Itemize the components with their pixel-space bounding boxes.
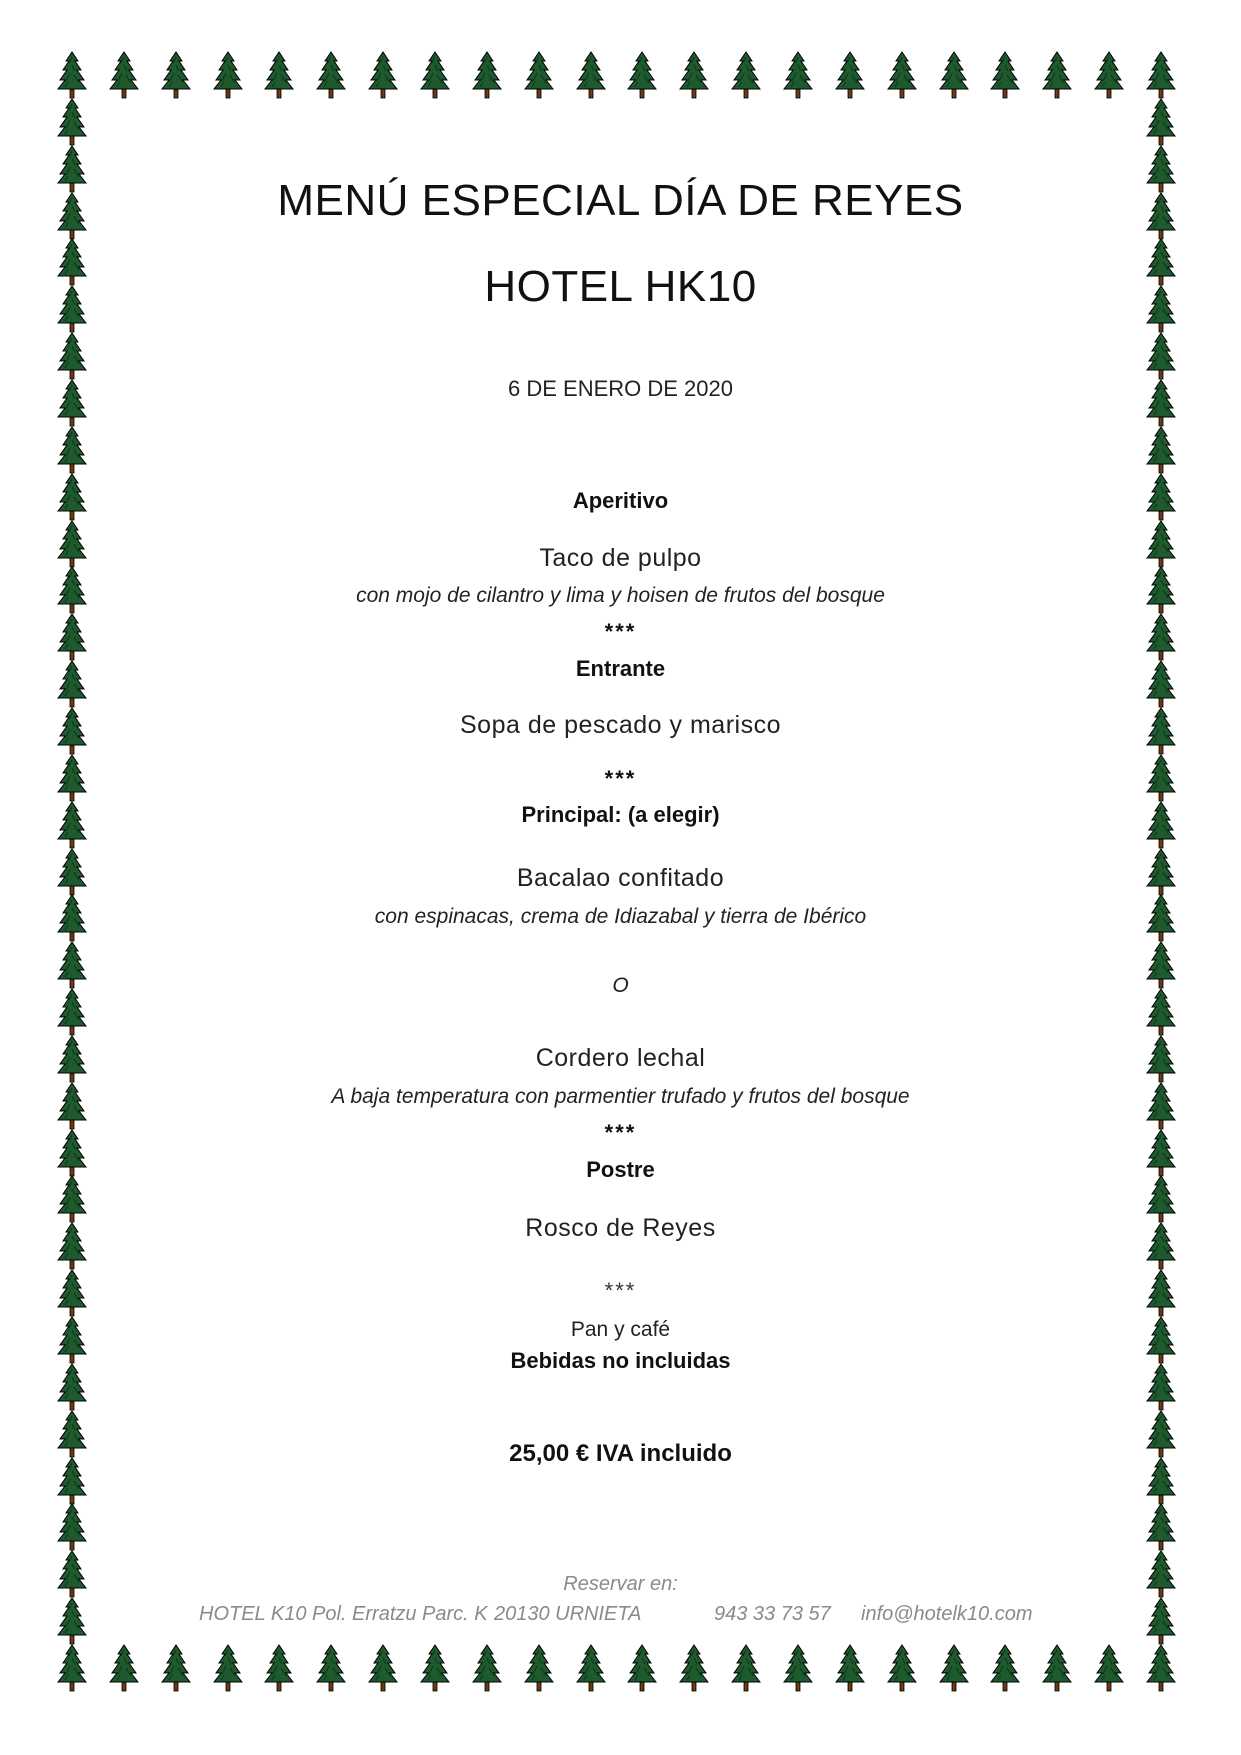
pine-tree-icon	[783, 51, 813, 99]
pine-tree-icon	[161, 1644, 191, 1692]
pine-tree-icon	[57, 1597, 87, 1645]
pine-tree-icon	[472, 51, 502, 99]
pine-tree-icon	[264, 1644, 294, 1692]
pine-tree-icon	[1146, 426, 1176, 474]
pine-tree-icon	[420, 1644, 450, 1692]
pine-tree-icon	[939, 1644, 969, 1692]
pine-tree-icon	[213, 51, 243, 99]
pine-tree-icon	[1146, 1597, 1176, 1645]
pine-tree-icon	[939, 51, 969, 99]
pine-tree-icon	[368, 1644, 398, 1692]
pine-tree-icon	[835, 51, 865, 99]
pine-tree-icon	[887, 51, 917, 99]
footer-phone: 943 33 73 57	[714, 1603, 831, 1625]
pine-tree-icon	[731, 51, 761, 99]
footer-email: info@hotelk10.com	[861, 1603, 1033, 1625]
principal-description-2: A baja temperatura con parmentier trufado y frutos del bosque	[331, 1085, 910, 1108]
reservar-label: Reservar en:	[563, 1573, 678, 1595]
pine-tree-icon	[783, 1644, 813, 1692]
pine-tree-icon	[57, 332, 87, 380]
or-text: O	[612, 974, 629, 997]
pine-tree-icon	[835, 1644, 865, 1692]
pine-tree-icon	[264, 51, 294, 99]
pine-tree-icon	[1094, 51, 1124, 99]
separator: ***	[604, 619, 637, 644]
hotel-name: HOTEL HK10	[484, 262, 757, 311]
aperitivo-heading: Aperitivo	[572, 488, 669, 513]
pine-tree-icon	[57, 1503, 87, 1551]
pine-tree-icon	[679, 51, 709, 99]
pine-tree-icon	[472, 1644, 502, 1692]
pine-tree-icon	[109, 1644, 139, 1692]
pine-tree-icon	[524, 1644, 554, 1692]
entrante-dish: Sopa de pescado y marisco	[459, 711, 781, 739]
pine-tree-icon	[1146, 51, 1176, 99]
pine-tree-icon	[1146, 332, 1176, 380]
separator: ***	[604, 1278, 637, 1303]
principal-heading: Principal: (a elegir)	[521, 802, 720, 827]
pan-cafe: Pan y café	[570, 1318, 671, 1341]
pine-tree-icon	[316, 1644, 346, 1692]
pine-tree-icon	[1146, 98, 1176, 146]
pine-tree-icon	[576, 51, 606, 99]
pine-tree-icon	[731, 1644, 761, 1692]
pine-tree-icon	[1042, 1644, 1072, 1692]
pine-tree-icon	[57, 426, 87, 474]
pine-tree-icon	[990, 51, 1020, 99]
pine-tree-icon	[576, 1644, 606, 1692]
entrante-heading: Entrante	[575, 656, 666, 681]
menu-title: MENÚ ESPECIAL DÍA DE REYES	[277, 176, 964, 225]
postre-dish: Rosco de Reyes	[525, 1214, 716, 1242]
pine-tree-icon	[213, 1644, 243, 1692]
pine-tree-icon	[1146, 1644, 1176, 1692]
pine-tree-icon	[627, 1644, 657, 1692]
pine-tree-icon	[1146, 1503, 1176, 1551]
pine-tree-icon	[679, 1644, 709, 1692]
pine-tree-icon	[524, 51, 554, 99]
pine-tree-icon	[161, 51, 191, 99]
pine-tree-icon	[1094, 1644, 1124, 1692]
footer-postal: 20130 URNIETA	[494, 1603, 642, 1625]
pine-tree-icon	[109, 51, 139, 99]
pine-tree-icon	[57, 51, 87, 99]
principal-description-1: con espinacas, crema de Idiazabal y tierra de Ibérico	[374, 905, 867, 928]
pine-tree-icon	[887, 1644, 917, 1692]
pine-tree-icon	[1042, 51, 1072, 99]
menu-price: 25,00 € IVA incluido	[509, 1440, 732, 1467]
pine-tree-icon	[316, 51, 346, 99]
aperitivo-description: con mojo de cilantro y lima y hoisen de frutos del bosque	[356, 584, 885, 607]
pine-tree-icon	[990, 1644, 1020, 1692]
pine-tree-icon	[368, 51, 398, 99]
menu-date: 6 DE ENERO DE 2020	[508, 376, 733, 401]
aperitivo-dish: Taco de pulpo	[539, 544, 702, 572]
pine-tree-icon	[420, 51, 450, 99]
pine-tree-icon	[627, 51, 657, 99]
bebidas-note: Bebidas no incluidas	[510, 1348, 731, 1373]
principal-dish-2: Cordero lechal	[535, 1044, 706, 1072]
separator: ***	[604, 766, 637, 791]
footer-address: HOTEL K10 Pol. Erratzu Parc. K	[199, 1603, 488, 1625]
principal-dish-1: Bacalao confitado	[516, 864, 725, 892]
pine-tree-icon	[57, 1644, 87, 1692]
separator: ***	[604, 1120, 637, 1145]
postre-heading: Postre	[586, 1157, 655, 1182]
pine-tree-icon	[57, 98, 87, 146]
